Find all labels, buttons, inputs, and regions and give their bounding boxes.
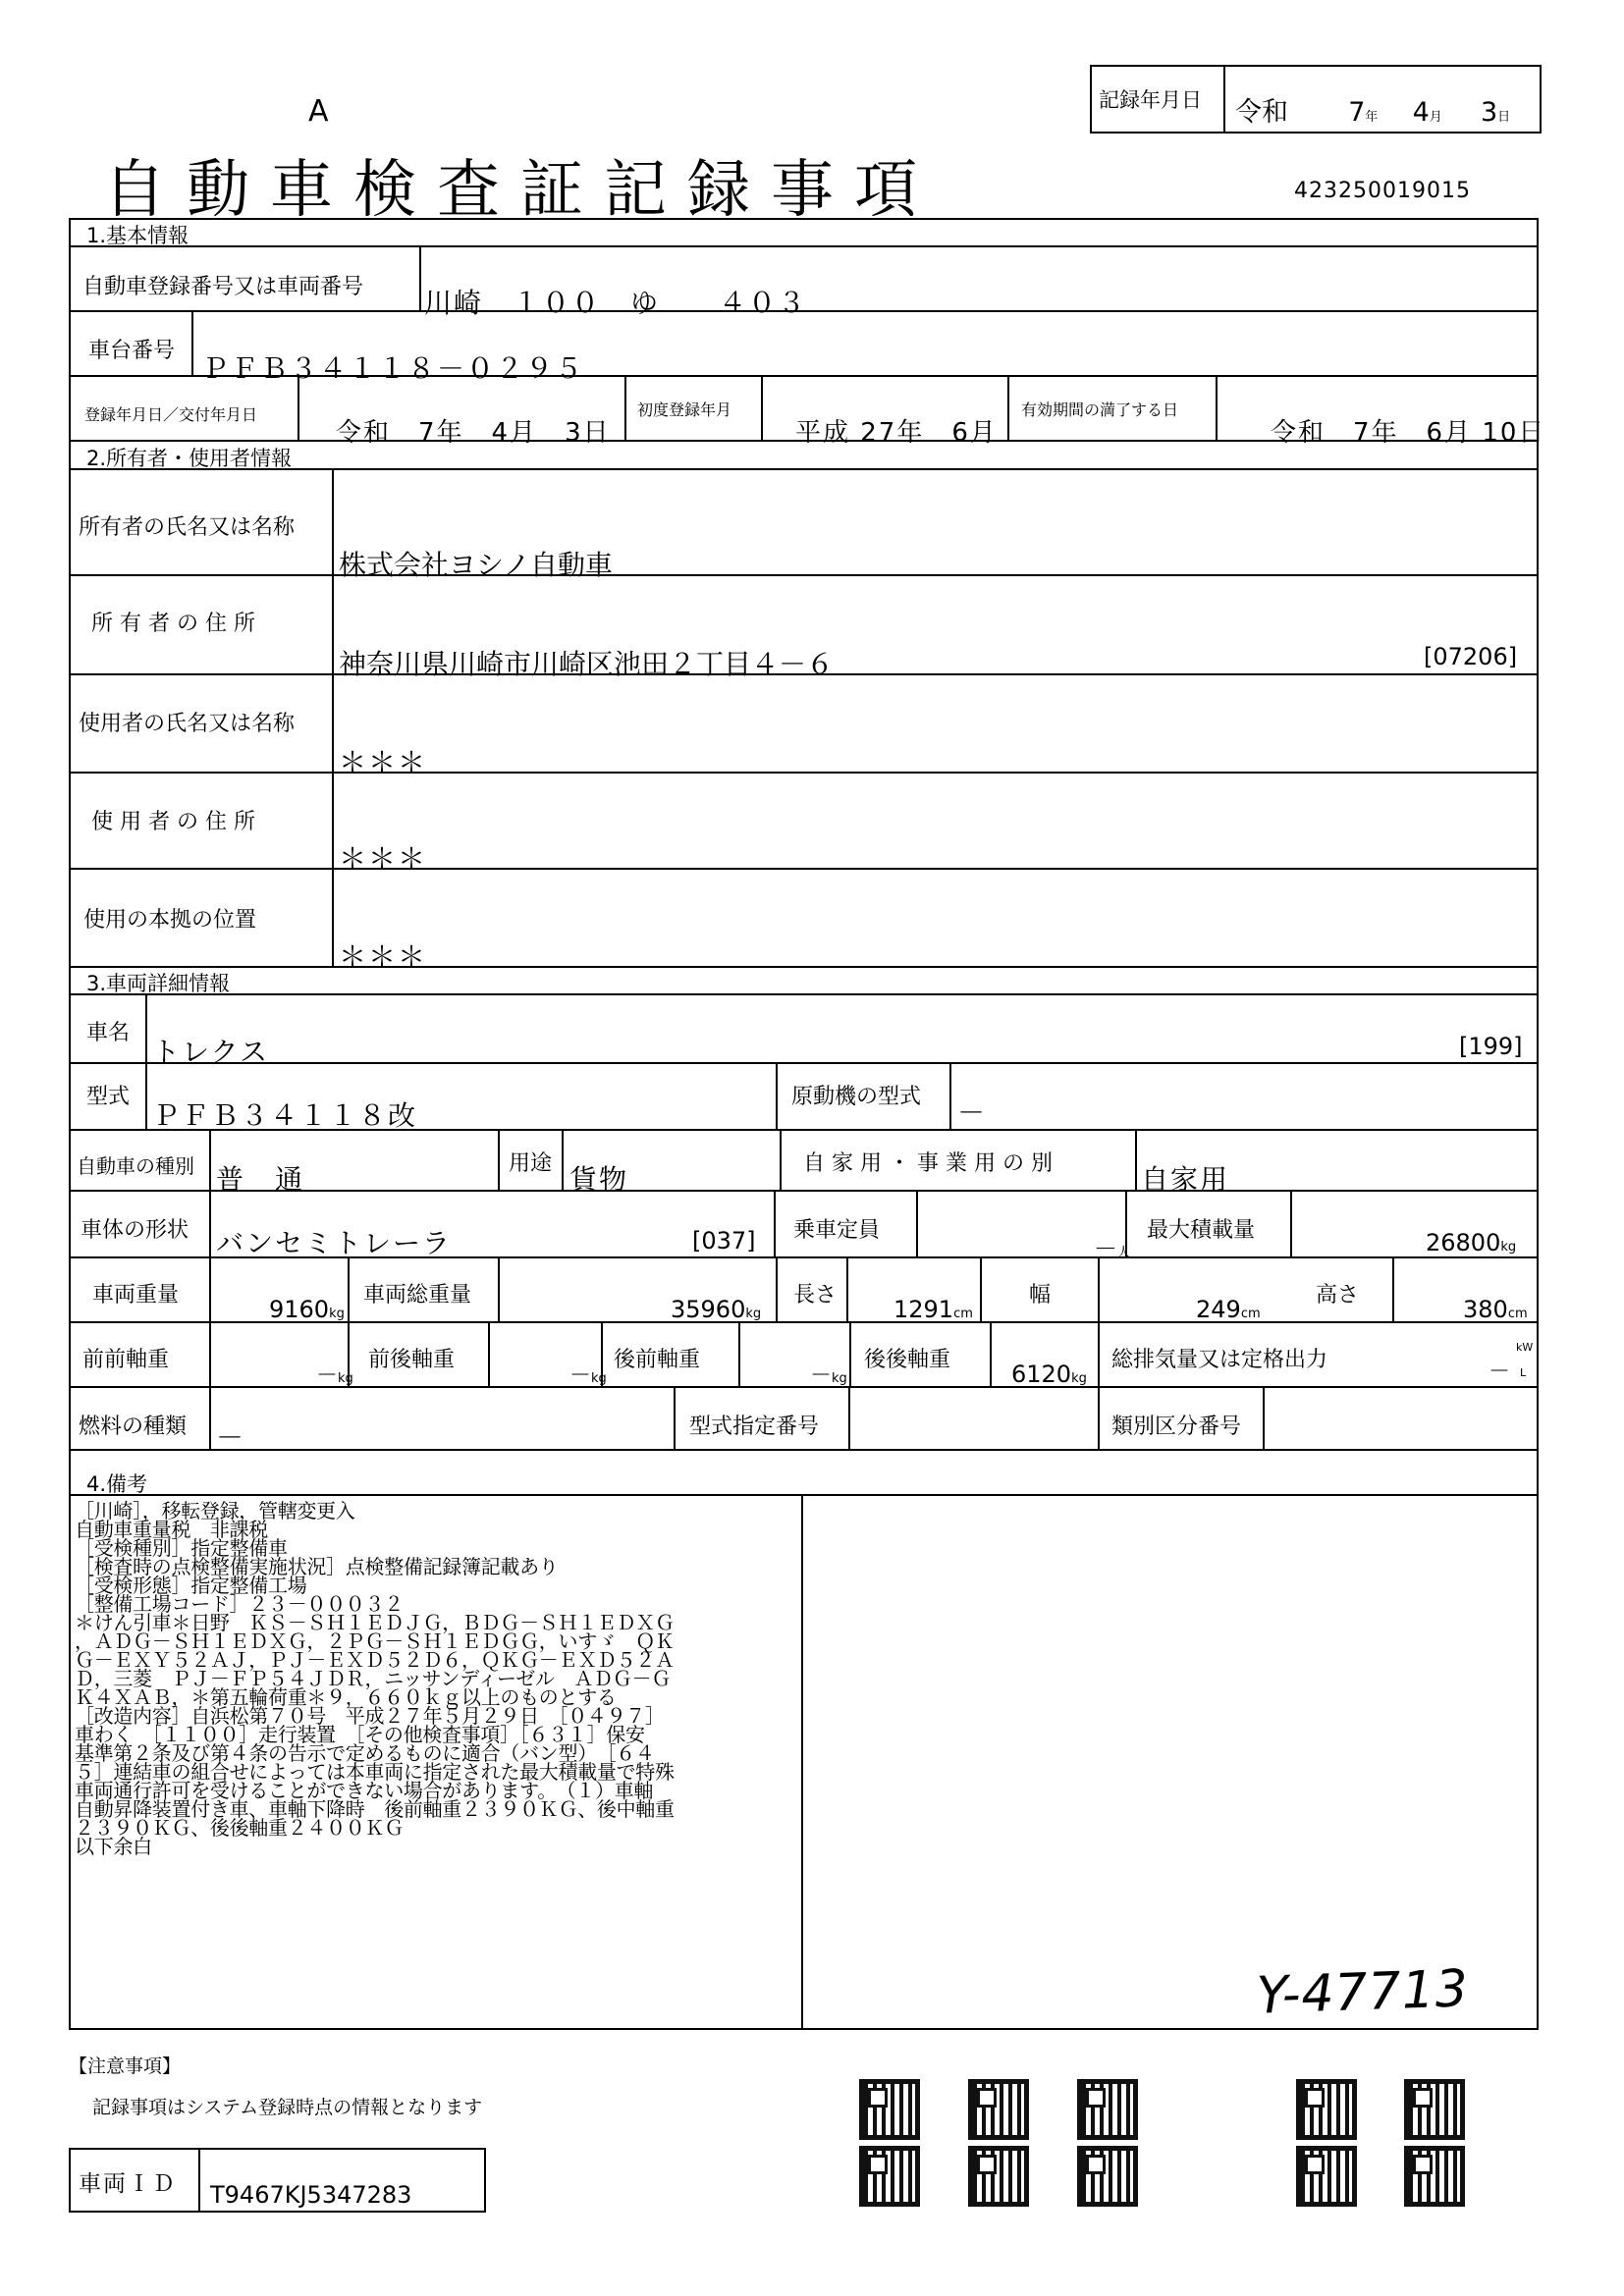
remark-line: ［改造内容］自浜松第７０号 平成２７年５月２９日 ［０４９７］ [75,1704,665,1728]
remark-line: 基準第２条及び第４条の告示で定めるものに適合（バン型） ［６４ [75,1741,655,1765]
remark-line: ［整備工場コード］２３－０００３２ [75,1592,404,1616]
car-name-code: [199] [1459,1033,1523,1060]
displacement-number: － [1489,1360,1511,1384]
section2-heading: 2.所有者・使用者情報 [86,447,293,470]
vehicle-weight-value [269,1296,345,1323]
section3-heading: 3.車両詳細情報 [86,972,231,995]
remark-line: ［検査時の点検整備実施状況］点検整備記録簿記載あり [75,1555,559,1578]
private-business-label: 自 家 用 ・ 事 業 用 の 別 [803,1151,1053,1176]
document-number: 423250019015 [1294,179,1471,203]
length-unit: cm [953,1307,973,1321]
record-date-label: 記録年月日 [1099,88,1202,112]
remarks-block [75,1499,797,1858]
handwritten-note: Y-47713 [1256,1959,1470,2026]
usage-label: 用途 [509,1151,553,1176]
vehicle-weight-unit: kg [329,1307,345,1321]
rf-axle-number: － [810,1363,833,1388]
reg-number-label: 自動車登録番号又は車両番号 [82,275,364,299]
type-designation-label: 型式指定番号 [689,1415,820,1439]
height-unit: cm [1507,1307,1528,1321]
form-letter: A [308,94,329,129]
expiry-value: 令和 7年 6月 10日 [1271,418,1546,448]
qr-code-2 [859,2146,920,2207]
remark-line: 自動車重量税 非課税 [75,1518,268,1541]
kw-unit: kW [1516,1341,1534,1354]
remark-line: ［受検形態］指定整備工場 [75,1574,307,1597]
remark-line: Ｇ－ＥＸＹ５２ＡＪ，ＰＪ－ＥＸＤ５２Ｄ６，ＱＫＧ－ＥＸＤ５２Ａ [75,1648,675,1672]
fr-axle-number: － [569,1363,592,1388]
rf-axle-label: 後前軸重 [614,1348,701,1372]
length-value [893,1296,973,1323]
l-unit: L [1520,1366,1527,1379]
height-label: 高さ [1316,1283,1360,1308]
displacement-label: 総排気量又は定格出力 [1111,1348,1328,1372]
ff-axle-unit: kg [338,1371,353,1386]
fr-axle-unit: kg [591,1371,607,1386]
capacity-number: － [1094,1235,1117,1262]
category-label: 自動車の種別 [77,1154,194,1178]
remark-line: 以下余白 [75,1835,152,1858]
qr-code-8 [1296,2146,1357,2207]
reg-number-value: 川崎 １００ ゆ ４０３ [424,287,808,319]
ff-axle-label: 前前軸重 [82,1348,170,1372]
gross-weight-value [671,1296,761,1323]
expiry-label: 有効期間の満了する日 [1021,400,1179,419]
rr-axle-unit: kg [1071,1371,1087,1386]
remark-line: ，ＡＤＧ－ＳＨ１ＥＤＸＧ，２ＰＧ－ＳＨ１ＥＤＧＧ，いすゞ ＱＫ [75,1629,675,1653]
width-number: 249 [1196,1296,1241,1323]
fuel-value: － [216,1421,246,1454]
car-name-value: トレクス [152,1036,270,1068]
remark-line: ［川崎］，移転登録，管轄変更入 [75,1499,355,1522]
usage-value: 貨物 [569,1163,629,1196]
remark-line: ［受検種別］指定整備車 [75,1536,288,1560]
engine-model-label: 原動機の型式 [791,1085,922,1109]
body-shape-value: バンセミトレーラ [216,1227,453,1259]
qr-code-5 [1077,2079,1138,2140]
remark-line: 自動昇降装置付き車、車軸下降時 後前軸重２３９０ＫＧ、後中軸重 [75,1797,675,1821]
max-load-label: 最大積載量 [1147,1218,1256,1243]
gross-weight-label: 車両総重量 [363,1283,472,1308]
record-date-value [1235,90,1510,129]
rr-axle-value [1011,1361,1087,1388]
max-load-number: 26800 [1426,1229,1501,1256]
remark-line: 車わく ［１１００］走行装置 ［その他検査事項］［６３１］保安 [75,1723,645,1746]
model-value: ＰＦＢ３４１１８改 [152,1099,418,1132]
remark-line: Ｋ４ＸＡＢ，＊第五輪荷重＊９，６６０ｋｇ以上のものとする [75,1685,617,1709]
qr-code-9 [1404,2079,1465,2140]
record-date-era: 令和 [1235,97,1288,128]
remark-line: ＊けん引車＊日野 ＫＳ－ＳＨ１ＥＤＪＧ，ＢＤＧ－ＳＨ１ＥＤＸＧ [75,1611,675,1634]
height-number: 380 [1463,1296,1508,1323]
width-value [1196,1296,1261,1323]
body-shape-label: 車体の形状 [81,1218,189,1243]
model-label: 型式 [86,1085,131,1109]
fuel-label: 燃料の種類 [79,1415,188,1439]
chassis-value: ＰＦＢ３４１１８－０２９５ [201,352,585,385]
engine-model-value: － [957,1096,988,1129]
user-name-value: ＊＊＊ [339,746,428,778]
first-reg-label: 初度登録年月 [637,400,732,419]
record-date-year: 7 [1348,97,1366,128]
remark-line: 車両通行許可を受けることができない場合があります。 （１）車軸 [75,1779,654,1802]
rf-axle-value [810,1359,847,1389]
user-address-value: ＊＊＊ [339,842,428,875]
section4-heading: 4.備考 [86,1472,148,1496]
base-location-label: 使用の本拠の位置 [83,908,257,933]
vehicle-weight-number: 9160 [269,1296,330,1323]
reg-date-label: 登録年月日／交付年月日 [84,405,258,424]
page-title: 自動車検査証記録事項 [103,154,938,227]
private-business-value: 自家用 [1141,1163,1230,1196]
width-unit: cm [1240,1307,1261,1321]
chassis-label: 車台番号 [88,339,176,363]
capacity-label: 乗車定員 [793,1218,881,1243]
notice-heading: 【注意事項】 [69,2056,182,2077]
class-number-label: 類別区分番号 [1111,1415,1242,1439]
category-value: 普 通 [216,1163,305,1196]
record-date-day: 3 [1480,97,1498,128]
rf-axle-unit: kg [832,1371,847,1386]
user-name-label: 使用者の氏名又は名称 [79,712,296,736]
base-location-value: ＊＊＊ [339,940,428,973]
qr-code-7 [1296,2079,1357,2140]
length-label: 長さ [793,1283,838,1308]
owner-name-label: 所有者の氏名又は名称 [79,515,296,540]
user-address-label: 使 用 者 の 住 所 [91,810,255,834]
remark-line: Ｄ，三菱 ＰＪ－ＦＰ５４ＪＤＲ，ニッサンディーゼル ＡＤＧ－Ｇ [75,1667,671,1690]
section1-heading: 1.基本情報 [86,224,189,247]
car-name-label: 車名 [86,1021,131,1045]
record-date-day-unit: 日 [1497,110,1511,125]
owner-address-code: [07206] [1424,643,1518,670]
qr-code-4 [968,2146,1029,2207]
record-date-month-unit: 月 [1429,110,1442,125]
rr-axle-number: 6120 [1011,1361,1072,1388]
fr-axle-label: 前後軸重 [368,1348,456,1372]
rr-axle-label: 後後軸重 [864,1348,951,1372]
remark-line: ２３９０ＫＧ、後後軸重２４００ＫＧ [75,1816,404,1840]
notice-text: 記録事項はシステム登録時点の情報となります [92,2097,483,2118]
body-shape-code: [037] [692,1227,756,1255]
length-number: 1291 [893,1296,954,1323]
qr-code-6 [1077,2146,1138,2207]
owner-address-value: 神奈川県川崎市川崎区池田２丁目４－６ [339,648,835,680]
gross-weight-unit: kg [745,1307,762,1321]
displacement-value [1489,1355,1510,1385]
max-load-unit: kg [1500,1240,1517,1255]
max-load-value [1426,1229,1516,1256]
qr-code-10 [1404,2146,1465,2207]
record-date-year-unit: 年 [1365,110,1379,125]
height-value [1463,1296,1528,1323]
qr-code-1 [859,2079,920,2140]
first-reg-value: 平成 27年 6月 [795,418,998,448]
reg-date-value: 令和 7年 4月 3日 [336,418,611,448]
vehicle-weight-label: 車両重量 [92,1283,180,1308]
width-label: 幅 [1029,1283,1052,1308]
owner-name-value: 株式会社ヨシノ自動車 [339,549,613,581]
vehicle-id-value: T9467KJ5347283 [210,2181,412,2209]
gross-weight-number: 35960 [671,1296,746,1323]
qr-code-3 [968,2079,1029,2140]
capacity-unit: 人 [1117,1246,1131,1260]
vehicle-id-label: 車両ＩＤ [79,2171,177,2197]
owner-address-label: 所 有 者 の 住 所 [91,612,255,636]
ff-axle-number: － [316,1363,339,1388]
remark-line: ５］連結車の組合せによっては本車両に指定された最大積載量で特殊 [75,1760,675,1784]
record-date-month: 4 [1412,97,1430,128]
